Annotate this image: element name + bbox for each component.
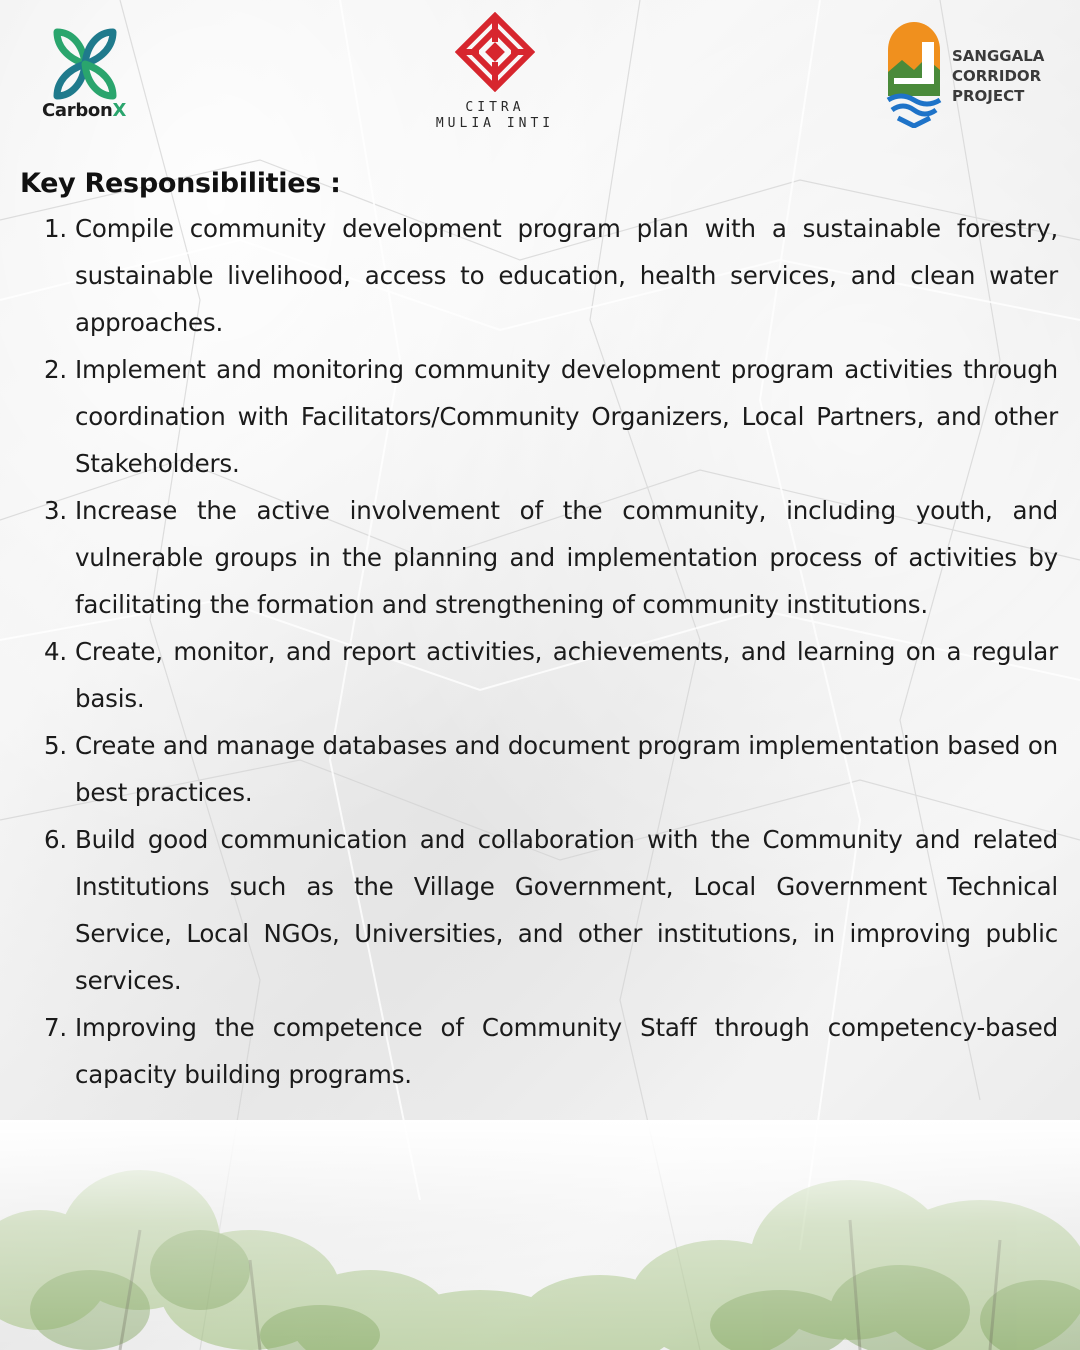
list-item <box>20 487 1058 628</box>
citra-emblem-icon <box>455 12 535 92</box>
sanggala-emblem-icon <box>884 20 944 128</box>
citra-wordmark-line1: CITRA <box>465 100 525 115</box>
sanggala-corridor-logo <box>884 20 1064 130</box>
list-text: Create and manage databases and document program implementation based on best practices. <box>75 731 1058 807</box>
list-text: Increase the active involvement of the community, including youth, and vulnerable groups in the planning and implementation process of activities by facilitating the formation and strengthening of community institutions. <box>75 496 1058 619</box>
list-item <box>20 722 1058 816</box>
sanggala-wordmark: SANGGALA CORRIDOR PROJECT <box>952 47 1045 105</box>
carbonx-leaf-icon <box>47 28 123 100</box>
list-item <box>20 816 1058 1004</box>
list-number: 4. <box>44 637 67 666</box>
list-item <box>20 346 1058 487</box>
list-text: Compile community development program plan with a sustainable forestry, sustainable livelihood, access to education, health services, and clean water approaches. <box>75 214 1058 337</box>
list-number: 5. <box>44 731 67 760</box>
list-text: Improving the competence of Community Staff through competency-based capacity building programs. <box>75 1013 1058 1089</box>
list-item <box>20 628 1058 722</box>
citra-wordmark-line2: MULIA INTI <box>435 116 555 131</box>
list-text: Implement and monitoring community development program activities through coordination with Facilitators/Community Organizers, Local Partners, and other Stakeholders. <box>75 355 1058 478</box>
list-text: Create, monitor, and report activities, achievements, and learning on a regular basis. <box>75 637 1058 713</box>
tree-foliage-decoration <box>0 1120 1080 1350</box>
carbonx-logo <box>40 28 130 124</box>
citra-mulia-inti-logo <box>430 12 560 132</box>
list-number: 6. <box>44 825 67 854</box>
carbonx-wordmark: CarbonX <box>42 100 127 121</box>
list-item <box>20 1004 1058 1098</box>
list-number: 2. <box>44 355 67 384</box>
list-number: 1. <box>44 214 67 243</box>
section-heading: Key Responsibilities : <box>20 168 341 199</box>
list-item <box>20 205 1058 346</box>
responsibility-list <box>20 205 1058 1098</box>
list-number: 7. <box>44 1013 67 1042</box>
list-number: 3. <box>44 496 67 525</box>
list-text: Build good communication and collaboration with the Community and related Institutions such as the Village Government, Local Government Technical Service, Local NGOs, Universities, and other institutions, in improving public services. <box>75 825 1058 995</box>
main-content <box>20 168 1058 1098</box>
logo-header <box>0 0 1080 150</box>
